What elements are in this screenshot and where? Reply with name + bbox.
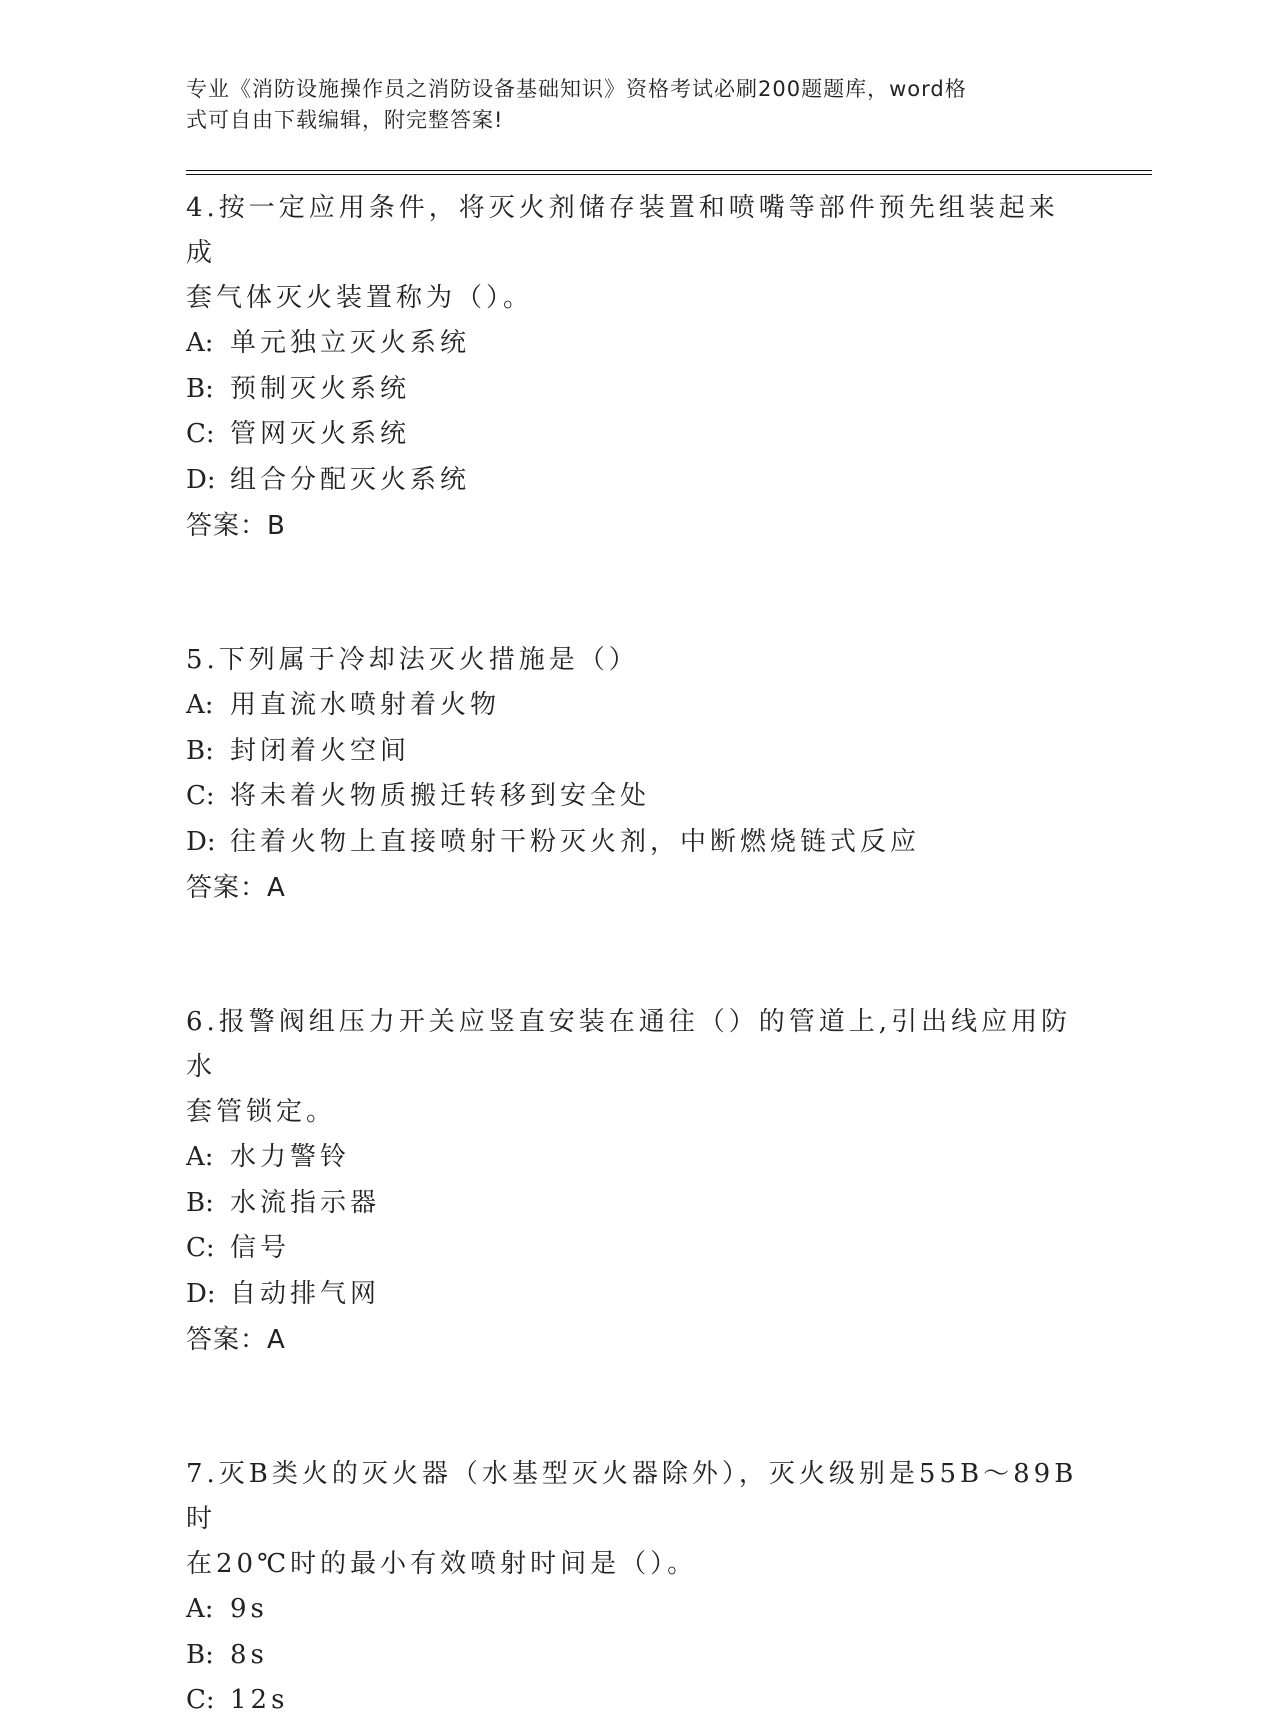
option-a	[186, 321, 1086, 367]
spacer	[186, 1363, 1086, 1452]
option-letter: A:	[186, 328, 214, 358]
option-letter: D:	[186, 826, 216, 857]
option-text: 预制灭火系统	[230, 373, 411, 404]
spacer	[186, 911, 1086, 1000]
option-text: 将未着火物质搬迁转移到安全处	[230, 781, 651, 811]
document-header	[186, 74, 1066, 136]
header-line-1: 专业《消防设施操作员之消防设备基础知识》资格考试必刷200题题库，word格	[186, 77, 967, 101]
header-rule-top	[186, 170, 1152, 171]
option-letter: C:	[186, 781, 215, 811]
spacer	[186, 549, 1086, 638]
option-d	[186, 458, 1086, 504]
option-letter: A:	[186, 1594, 214, 1624]
option-text: 封闭着火空间	[230, 735, 411, 766]
answer-line: 答案：B	[186, 511, 286, 541]
question-4	[186, 186, 1086, 549]
answer-line: 答案：A	[186, 873, 286, 903]
question-5	[186, 638, 1086, 911]
option-text: 管网灭火系统	[230, 419, 411, 449]
option-a	[186, 1135, 1086, 1181]
option-b	[186, 729, 1086, 775]
option-c	[186, 1226, 1086, 1272]
option-letter: A:	[186, 1142, 214, 1172]
option-text: 8s	[230, 1639, 268, 1670]
option-letter: C:	[186, 1685, 215, 1715]
option-text: 水力警铃	[230, 1142, 351, 1172]
option-d	[186, 1272, 1086, 1318]
option-letter: C:	[186, 1233, 215, 1263]
option-letter: C:	[186, 419, 215, 449]
option-text: 往着火物上直接喷射干粉灭火剂，中断燃烧链式反应	[230, 826, 921, 857]
option-letter: B:	[186, 1639, 214, 1670]
question-stem-line: 套管锁定。	[186, 1097, 337, 1127]
option-b	[186, 1181, 1086, 1227]
option-letter: D:	[186, 464, 216, 495]
option-letter: A:	[186, 690, 214, 720]
answer-line: 答案：A	[186, 1325, 286, 1355]
header-rule-bottom	[186, 174, 1152, 175]
option-text: 水流指示器	[230, 1187, 381, 1218]
option-text: 自动排气网	[230, 1278, 381, 1309]
option-letter: B:	[186, 1187, 214, 1218]
option-text: 12s	[230, 1685, 289, 1715]
option-c	[186, 1678, 1086, 1724]
option-text: 单元独立灭火系统	[230, 328, 471, 358]
option-c	[186, 774, 1086, 820]
option-text: 信号	[230, 1233, 291, 1263]
option-text: 9s	[230, 1594, 268, 1624]
question-6	[186, 1000, 1086, 1363]
question-stem-line: 5.下列属于冷却法灭火措施是（）	[186, 645, 639, 675]
option-c	[186, 412, 1086, 458]
option-a	[186, 1587, 1086, 1633]
question-list	[186, 186, 1086, 1724]
question-stem-line: 6.报警阀组压力开关应竖直安装在通往（）的管道上,引出线应用防水	[186, 1007, 1072, 1082]
option-a	[186, 683, 1086, 729]
option-letter: B:	[186, 735, 214, 766]
question-stem-line: 在20℃时的最小有效喷射时间是（）。	[186, 1549, 698, 1579]
option-text: 用直流水喷射着火物	[230, 690, 501, 720]
question-7	[186, 1452, 1086, 1724]
option-letter: D:	[186, 1278, 216, 1309]
question-stem-line: 7.灭B类火的灭火器（水基型灭火器除外），灭火级别是55B～89B时	[186, 1459, 1078, 1534]
question-stem-line: 4.按一定应用条件，将灭火剂储存装置和喷嘴等部件预先组装起来成	[186, 193, 1059, 268]
option-b	[186, 1633, 1086, 1679]
option-b	[186, 367, 1086, 413]
header-line-2: 式可自由下载编辑，附完整答案!	[186, 108, 504, 132]
option-d	[186, 820, 1086, 866]
option-letter: B:	[186, 373, 214, 404]
option-text: 组合分配灭火系统	[230, 464, 471, 495]
question-stem-line: 套气体灭火装置称为（）。	[186, 283, 534, 313]
